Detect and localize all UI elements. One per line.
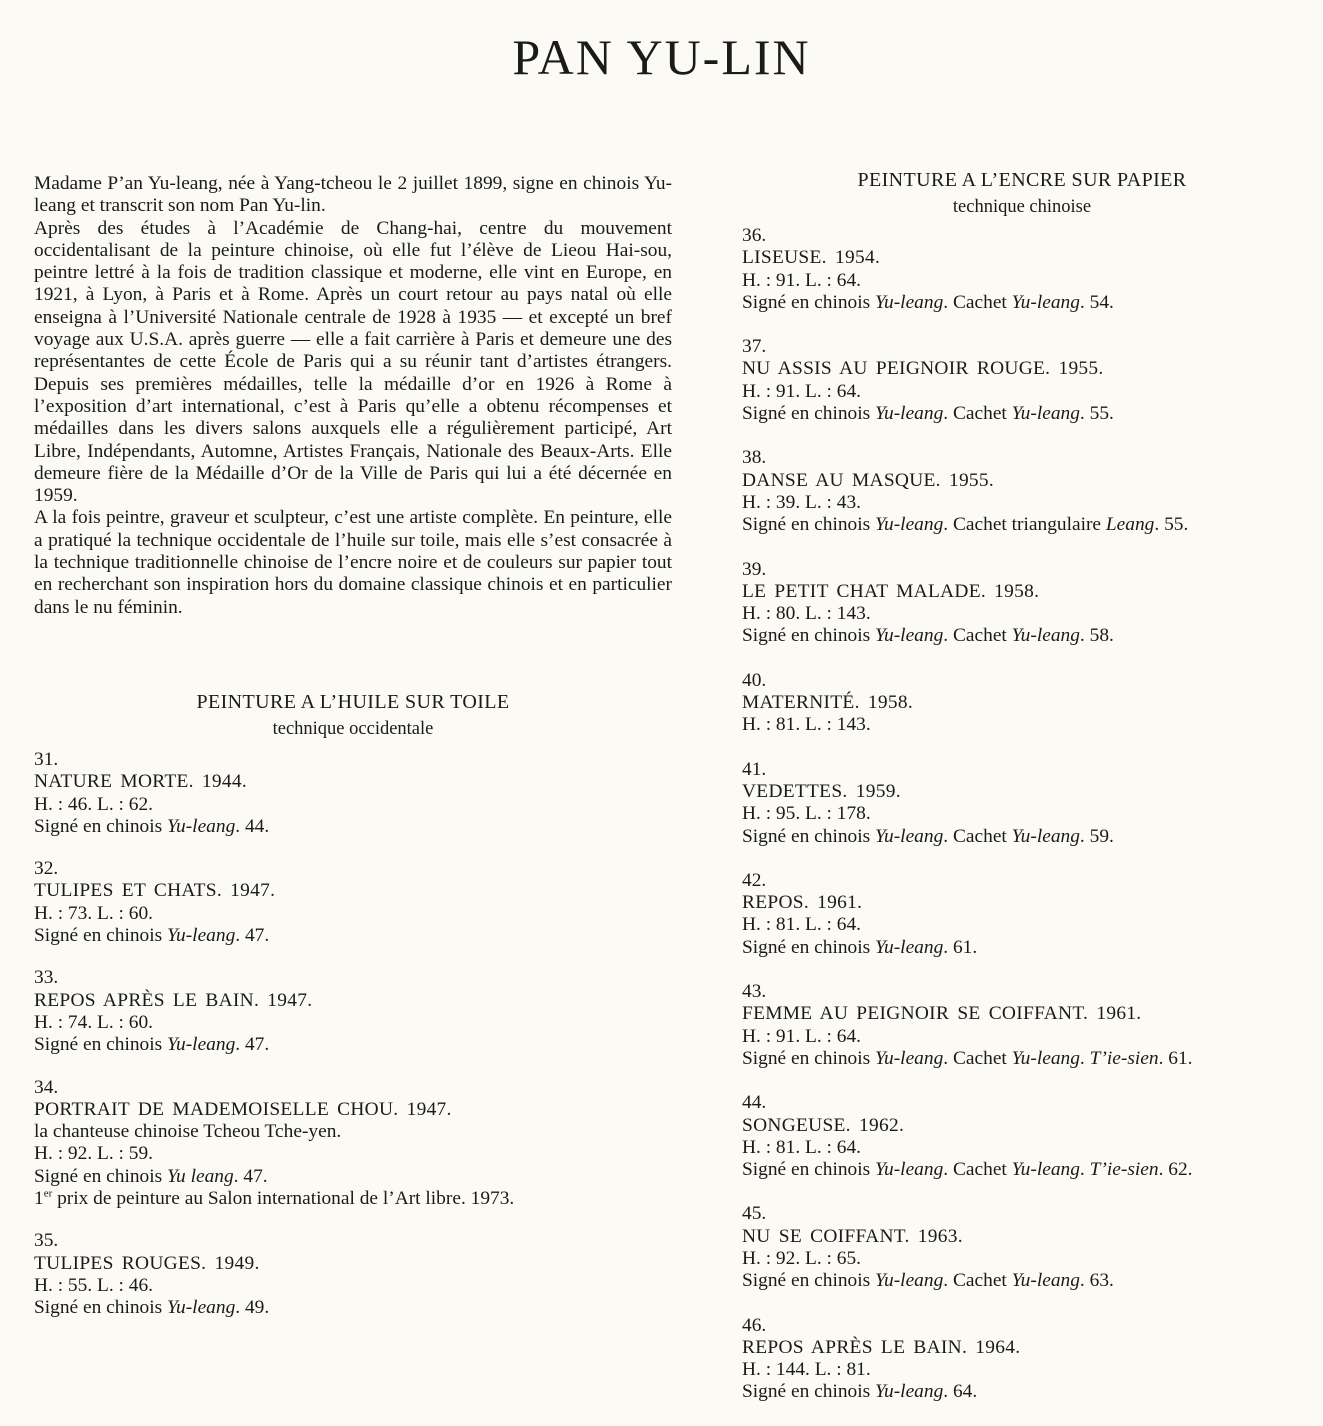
entry-signature: Signé en chinois Yu-leang. 44. (34, 815, 270, 837)
entry-title: LISEUSE. 1954. (742, 247, 881, 269)
entry-signature: Signé en chinois Yu-leang. 64. (742, 1381, 978, 1403)
ink-entries (742, 225, 1302, 1404)
entry-number: 43. (742, 981, 767, 1003)
entry-signature: Signé en chinois Yu-leang. Cachet Yu-leang. T’ie-sien. 61. (742, 1047, 1193, 1069)
entry-signature: Signé en chinois Yu-leang. Cachet Yu-leang. 55. (742, 403, 1114, 425)
oil-entries (34, 749, 672, 1320)
entry-signature: Signé en chinois Yu-leang. Cachet Yu-leang. 54. (742, 291, 1114, 313)
entry-number: 38. (742, 447, 767, 469)
entry-dimensions: H. : 55. L. : 46. (34, 1274, 154, 1296)
entry-title: REPOS APRÈS LE BAIN. 1964. (742, 1336, 1021, 1358)
entry-dimensions: H. : 91. L. : 64. (742, 380, 862, 402)
entry-number: 39. (742, 558, 767, 580)
entry-title: NATURE MORTE. 1944. (34, 771, 248, 793)
entry-signature: Signé en chinois Yu leang. 47. (34, 1165, 268, 1187)
section-subheading: technique chinoise (952, 197, 1092, 217)
entry-signature: Signé en chinois Yu-leang. Cachet Yu-leang. 63. (742, 1270, 1114, 1292)
entry-signature: Signé en chinois Yu-leang. 47. (34, 925, 270, 947)
entry-number: 33. (34, 967, 59, 989)
catalogue-entry (34, 858, 672, 947)
entry-number: 40. (742, 669, 767, 691)
entry-title: REPOS APRÈS LE BAIN. 1947. (34, 989, 313, 1011)
entry-title: NU ASSIS AU PEIGNOIR ROUGE. 1955. (742, 358, 1104, 380)
entry-number: 44. (742, 1092, 767, 1114)
bio-paragraph: Après des études à l’Académie de Chang-hai, centre du mouvement occidentalisant de la peinture chinoise, où elle fut l’élève de Lieou Hai-sou, peintre lettré à la fois de tradition classique et moderne, elle vint en Europe, en 1921, à Lyon, à Paris et à Rome. Après un court retour au pays natal où elle enseigna à l’Université Nationale centrale de 1928 à 1935 — et excepté un bref voyage aux U.S.A. après guerre — elle a fait carrière à Paris et demeure une des représentantes de cette École de Paris qui a su réunir tant d’artistes étrangers. Depuis ses premières médailles, telle la médaille d’or en 1926 à Rome à l’exposition d’art international, c’est à Paris qu’elle a obtenu récompenses et médailles dans les divers salons auxquels elle a régulièrement participé, Art Libre, Indépendants, Automne, Artistes Français, Nationale des Beaux-Arts. Elle demeure fière de la Médaille d’Or de la Ville de Paris qui lui a été décernée en 1959. (34, 217, 672, 507)
bio-paragraph: Madame P’an Yu-leang, née à Yang-tcheou le 2 juillet 1899, signe en chinois Yu-leang et transcrit son nom Pan Yu-lin. (34, 173, 672, 217)
catalogue-entry (742, 759, 1302, 848)
catalogue-entry (742, 870, 1302, 959)
catalogue-entry (742, 670, 1302, 737)
entry-dimensions: H. : 74. L. : 60. (34, 1011, 154, 1033)
catalogue-entry (742, 559, 1302, 648)
entry-award: 1er prix de peinture au Salon international de l’Art libre. 1973. (34, 1187, 515, 1209)
bio-paragraph: A la fois peintre, graveur et sculpteur, c’est une artiste complète. En peinture, elle a pratiqué la technique occidentale de l’huile sur toile, mais elle s’est consacrée à la technique traditionnelle chinoise de l’encre noire et de couleurs sur papier tout en recherchant son inspiration hors du domaine classique chinois et en particulier dans le nu féminin. (34, 507, 672, 618)
entry-dimensions: H. : 39. L. : 43. (742, 491, 862, 513)
catalogue-entry (34, 749, 672, 838)
entry-signature: Signé en chinois Yu-leang. Cachet triangulaire Leang. 55. (742, 514, 1189, 536)
catalogue-entry (34, 967, 672, 1056)
entry-title: REPOS. 1961. (742, 892, 863, 914)
entry-dimensions: H. : 144. L. : 81. (742, 1359, 871, 1381)
entry-dimensions: H. : 81. L. : 143. (742, 714, 871, 736)
catalogue-entry (742, 447, 1302, 536)
entry-number: 32. (34, 858, 59, 880)
oil-section-header (34, 689, 672, 741)
entry-title: FEMME AU PEIGNOIR SE COIFFANT. 1961. (742, 1003, 1142, 1025)
catalogue-entry (34, 1077, 672, 1211)
entry-dimensions: H. : 92. L. : 65. (742, 1247, 862, 1269)
catalogue-entry (742, 1092, 1302, 1181)
entry-number: 36. (742, 225, 767, 246)
entry-dimensions: H. : 92. L. : 59. (34, 1143, 154, 1165)
entry-signature: Signé en chinois Yu-leang. Cachet Yu-leang. 59. (742, 825, 1114, 847)
entry-dimensions: H. : 81. L. : 64. (742, 1136, 862, 1158)
entry-title: SONGEUSE. 1962. (742, 1114, 905, 1136)
entry-signature: Signé en chinois Yu-leang. 47. (34, 1034, 270, 1056)
section-heading: PEINTURE A L’ENCRE SUR PAPIER (857, 169, 1187, 191)
catalogue-entry (34, 1230, 672, 1319)
left-column (34, 173, 672, 1339)
entry-title: VEDETTES. 1959. (742, 780, 901, 802)
biography (34, 173, 672, 619)
entry-title: LE PETIT CHAT MALADE. 1958. (742, 580, 1040, 602)
entry-dimensions: H. : 95. L. : 178. (742, 803, 871, 825)
entry-title: TULIPES ET CHATS. 1947. (34, 880, 276, 902)
entry-dimensions: H. : 73. L. : 60. (34, 902, 154, 924)
entry-number: 42. (742, 869, 767, 891)
entry-number: 45. (742, 1203, 767, 1225)
catalogue-entry (742, 1203, 1302, 1292)
entry-subtitle: la chanteuse chinoise Tcheou Tche-yen. (34, 1121, 342, 1143)
entry-signature: Signé en chinois Yu-leang. Cachet Yu-leang. T’ie-sien. 62. (742, 1159, 1193, 1181)
catalogue-entry (742, 1315, 1302, 1404)
entry-title: DANSE AU MASQUE. 1955. (742, 469, 995, 491)
entry-title: TULIPES ROUGES. 1949. (34, 1252, 260, 1274)
entry-signature: Signé en chinois Yu-leang. Cachet Yu-leang. 58. (742, 625, 1114, 647)
ink-section-header (742, 167, 1302, 219)
entry-number: 41. (742, 758, 767, 780)
entry-dimensions: H. : 91. L. : 64. (742, 1025, 862, 1047)
page-title: PAN YU-LIN (512, 29, 811, 85)
entry-title: PORTRAIT DE MADEMOISELLE CHOU. 1947. (34, 1098, 452, 1120)
entry-signature: Signé en chinois Yu-leang. 61. (742, 936, 978, 958)
entry-number: 35. (34, 1230, 59, 1252)
entry-dimensions: H. : 91. L. : 64. (742, 269, 862, 291)
entry-title: NU SE COIFFANT. 1963. (742, 1225, 963, 1247)
entry-dimensions: H. : 46. L. : 62. (34, 793, 154, 815)
section-heading: PEINTURE A L’HUILE SUR TOILE (196, 690, 510, 713)
entry-number: 31. (34, 748, 59, 770)
section-subheading: technique occidentale (272, 718, 434, 739)
catalogue-entry (742, 981, 1302, 1070)
catalogue-entry (742, 336, 1302, 425)
entry-dimensions: H. : 81. L. : 64. (742, 914, 862, 936)
entry-signature: Signé en chinois Yu-leang. 49. (34, 1297, 270, 1319)
entry-title: MATERNITÉ. 1958. (742, 692, 913, 714)
right-column (742, 167, 1302, 1426)
entry-number: 34. (34, 1076, 59, 1098)
catalogue-entry (742, 225, 1302, 314)
entry-number: 37. (742, 336, 767, 358)
entry-dimensions: H. : 80. L. : 143. (742, 603, 871, 625)
entry-number: 46. (742, 1314, 767, 1336)
